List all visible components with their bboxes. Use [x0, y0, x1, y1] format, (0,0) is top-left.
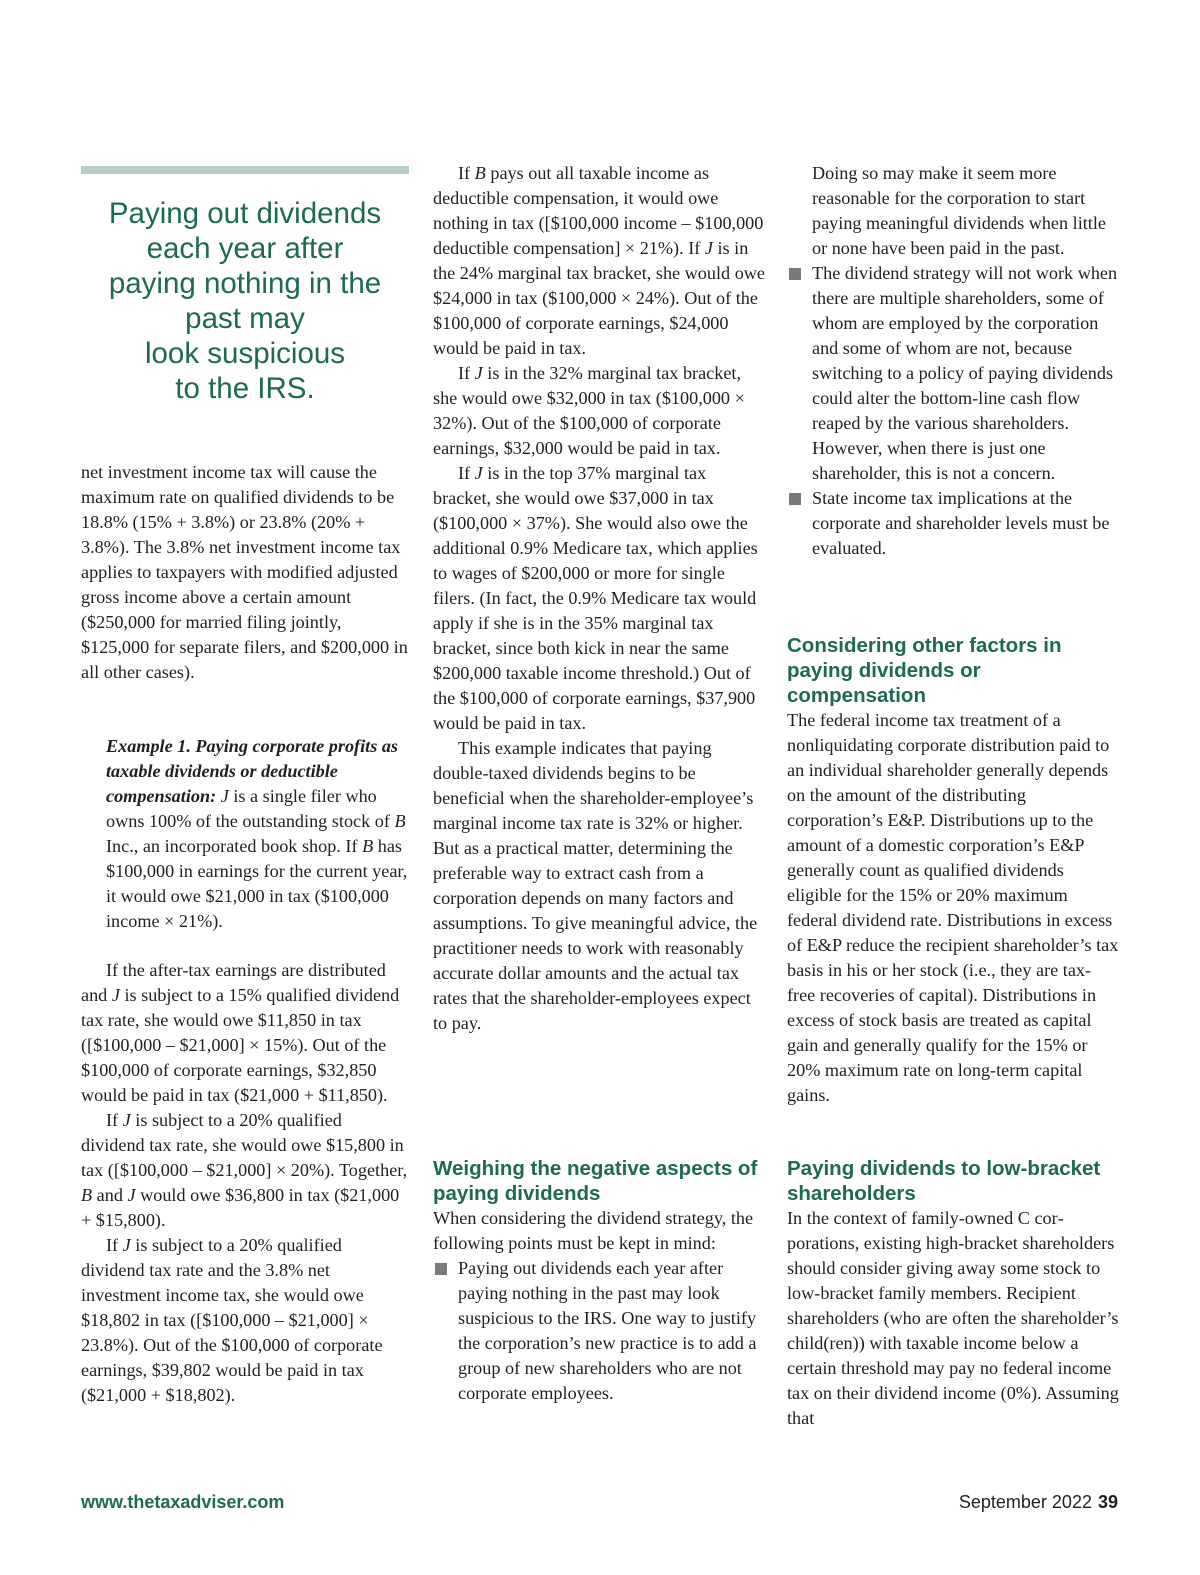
paragraph: When considering the dividend strategy, the following points must be kept in mind: [433, 1208, 754, 1253]
square-bullet-icon [789, 493, 801, 505]
pull-quote-line: Paying out dividends [108, 197, 382, 230]
pull-quote-line: past may [185, 302, 305, 335]
paragraph: If J is subject to a 20% qualified dividend tax rate, she would owe $15,800 in tax ([$100,000 – $21,000] × 20%). Together, B and J would owe $36,800 in tax ($21,000 + $15,800). [81, 1110, 408, 1230]
paragraph: If J is in the top 37% marginal tax bracket, she would owe $37,000 in tax ($100,000 × 37%). She would also owe the additional 0.9% Medicare tax, which applies to wages of $200,000 or more for single filers. (In fact, the 0.9% Medicare tax would apply if she is in the 35% marginal tax bracket, since both kick in near the same $200,000 taxable income threshold.) Out of the $100,000 of corporate earnings, $37,900 would be paid in tax. [433, 463, 758, 733]
pull-quote-line: look suspicious [144, 337, 346, 370]
list-item: The dividend strategy will not work when there are multiple shareholders, some of whom are employed by the corporation and some of whom are not, because switching to a policy of paying dividends could alter the bottom-line cash flow reaped by the various shareholders. However, when there is just one shareholder, this is not a concern. [787, 261, 1119, 486]
paragraph: If B pays out all taxable income as deductible compensation, it would owe nothing in tax ([$100,000 income – $100,000 deductible compensation] × 21%). If J is in the 24% marginal tax bracket, she would owe $24,000 in tax ($100,000 × 24%). Out of the $100,000 of corporate earnings, $24,000 would be paid in tax. [433, 163, 765, 358]
pull-quote-rule [81, 166, 409, 174]
pull-quote-line: to the IRS. [175, 372, 315, 405]
section-heading: Considering other factors in paying dividends or compensation [787, 634, 1062, 707]
list-item: State income tax implications at the corporate and shareholder levels must be evaluated. [787, 486, 1119, 561]
list-item-continuation: Doing so may make it seem more reasonable for the corporation to start paying meaningful dividends when little or none have been paid in the past. [812, 163, 1106, 258]
section-heading: Weighing the negative aspects of paying dividends [433, 1157, 758, 1205]
paragraph-group [433, 1206, 765, 1406]
example-paragraph: Example 1. Paying corporate profits as taxable dividends or deductible compensation: J is a single filer who owns 100% of the outstanding stock of B Inc., an incorporated book shop. If B has $100,000 in earnings for the current year, it would owe $21,000 in tax ($100,000 income × 21%). [106, 736, 408, 931]
paragraph: This example indicates that paying double-taxed dividends begins to be beneficial when the shareholder-employee’s marginal income tax rate is 32% or higher. But as a practical matter, determining the preferable way to extract cash from a corporation depends on many factors and assumptions. To give meaningful advice, the practitioner needs to work with reasonably accurate dollar amounts and the actual tax rates that the shareholder-employees expect to pay. [433, 738, 758, 1033]
footer-folio [959, 1492, 1118, 1513]
bullet-list [433, 1256, 765, 1406]
paragraph: If J is subject to a 20% qualified dividend tax rate and the 3.8% net investment income tax, she would owe $18,802 in tax ([$100,000 – $21,000] × 23.8%). Out of the $100,000 of corporate earnings, $39,802 would be paid in tax ($21,000 + $18,802). [81, 1235, 383, 1405]
paragraph: The federal income tax treatment of a nonliquidating corporate distribution paid to an individual shareholder generally depends on the amount of the distributing corporation’s E&P. Distributions up to the amount of a domestic corporation’s E&P generally count as qualified dividends eligible for the 15% or 20% maximum federal dividend rate. Distributions in excess of E&P reduce the recipient shareholder’s tax basis in his or her stock (i.e., they are tax-free recoveries of capital). Distributions in excess of stock basis are treated as capital gain and generally qualify for the 15% or 20% maximum rate on long-term capital gains. [787, 710, 1119, 1105]
bullet-list [787, 261, 1119, 561]
paragraph: In the context of family-owned C corporations, existing high-bracket shareholders should consider giving away some stock to low-bracket family members. Recipient shareholders (who are often the shareholder’s child(ren)) with taxable income below a certain threshold may pay no federal income tax on their dividend income (0%). Assuming that [787, 1208, 1119, 1428]
section-heading: Paying dividends to low-bracket shareholders [787, 1157, 1101, 1205]
paragraph: If the after-tax earnings are distributed and J is subject to a 15% qualified dividend tax rate, she would owe $11,850 in tax ([$100,000 – $21,000] × 15%). Out of the $100,000 of corporate earnings, $32,850 would be paid in tax ($21,000 + $11,850). [81, 960, 400, 1105]
footer-url: www.thetaxadviser.com [81, 1492, 285, 1512]
pull-quote-line: each year after [146, 232, 344, 265]
paragraph: If J is in the 32% marginal tax bracket, she would owe $32,000 in tax ($100,000 × 32%). Out of the $100,000 of corporate earnings, $32,000 would be paid in tax. [433, 363, 745, 458]
page-number: 39 [1097, 1492, 1118, 1512]
paragraph-group [433, 161, 765, 1036]
square-bullet-icon [435, 1263, 447, 1275]
paragraph-group [787, 161, 1119, 561]
square-bullet-icon [789, 268, 801, 280]
pull-quote [81, 196, 409, 406]
pull-quote-line: paying nothing in the [108, 267, 382, 300]
example-lead: Example 1. Paying corporate profits as taxable dividends or deductible compensation: [106, 736, 399, 806]
paragraph-group [81, 958, 409, 1408]
list-item: Paying out dividends each year after paying nothing in the past may look suspicious to the IRS. One way to justify the corporation’s new practice is to add a group of new shareholders who are not corporate employees. [433, 1256, 765, 1406]
paragraph: net investment income tax will cause the maximum rate on qualified dividends to be 18.8% (15% + 3.8%) or 23.8% (20% + 3.8%). The 3.8% net investment income tax applies to taxpayers with modified adjusted gross income above a certain amount ($250,000 for married filing jointly, $125,000 for separate filers, and $200,000 in all other cases). [81, 462, 408, 682]
issue-date: September 2022 [958, 1492, 1092, 1512]
